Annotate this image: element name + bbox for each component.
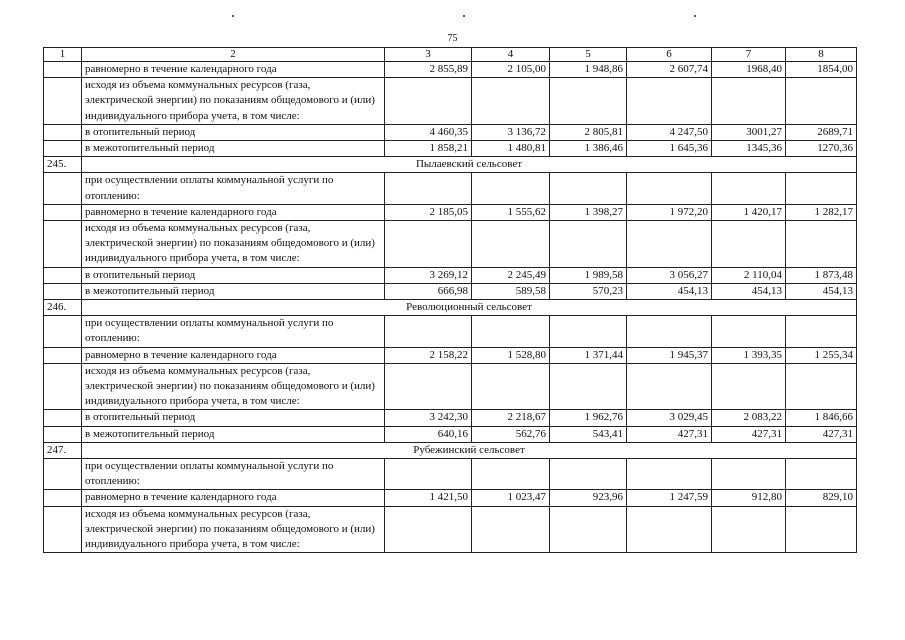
value-cell: 562,76 <box>472 426 550 442</box>
value-cell: 4 460,35 <box>385 124 472 140</box>
value-cell: 2 245,49 <box>472 267 550 283</box>
section-index: 246. <box>44 300 82 316</box>
value-cell: 1 371,44 <box>550 347 627 363</box>
index-cell <box>44 459 82 490</box>
value-cell <box>627 316 712 347</box>
note-row <box>44 221 857 268</box>
value-cell: 1854,00 <box>786 62 857 78</box>
value-cell <box>712 316 786 347</box>
row-label: в межотопительный период <box>82 426 385 442</box>
data-row <box>44 283 857 299</box>
value-cell <box>786 221 857 268</box>
row-label: в отопительный период <box>82 267 385 283</box>
row-label: равномерно в течение календарного года <box>82 347 385 363</box>
value-cell: 2 607,74 <box>627 62 712 78</box>
row-label: при осуществлении оплаты коммунальной услуги по отоплению: <box>82 173 385 204</box>
index-cell <box>44 426 82 442</box>
row-label: равномерно в течение календарного года <box>82 62 385 78</box>
value-cell: 1968,40 <box>712 62 786 78</box>
value-cell: 3 269,12 <box>385 267 472 283</box>
data-row <box>44 267 857 283</box>
data-row <box>44 410 857 426</box>
value-cell: 2 110,04 <box>712 267 786 283</box>
value-cell: 4 247,50 <box>627 124 712 140</box>
row-label: в отопительный период <box>82 124 385 140</box>
scan-dot <box>694 15 696 17</box>
value-cell: 640,16 <box>385 426 472 442</box>
header-cell: 6 <box>627 48 712 62</box>
note-row <box>44 316 857 347</box>
header-cell: 2 <box>82 48 385 62</box>
value-cell: 427,31 <box>712 426 786 442</box>
value-cell: 666,98 <box>385 283 472 299</box>
value-cell <box>712 221 786 268</box>
value-cell: 1 398,27 <box>550 204 627 220</box>
value-cell: 589,58 <box>472 283 550 299</box>
value-cell <box>627 506 712 553</box>
value-cell <box>550 78 627 125</box>
section-row <box>44 157 857 173</box>
value-cell <box>385 221 472 268</box>
value-cell <box>472 363 550 410</box>
value-cell <box>627 459 712 490</box>
index-cell <box>44 78 82 125</box>
index-cell <box>44 347 82 363</box>
value-cell: 3 136,72 <box>472 124 550 140</box>
table-body <box>44 48 857 553</box>
value-cell: 1 023,47 <box>472 490 550 506</box>
value-cell <box>472 173 550 204</box>
value-cell: 1 421,50 <box>385 490 472 506</box>
value-cell <box>550 221 627 268</box>
row-label: исходя из объема коммунальных ресурсов (газа, электрической энергии) по показаниям общедомового и (или) индивидуального прибора учета, в том числе: <box>82 506 385 553</box>
value-cell: 829,10 <box>786 490 857 506</box>
value-cell <box>550 506 627 553</box>
section-index: 247. <box>44 442 82 458</box>
value-cell <box>786 363 857 410</box>
scan-dot <box>463 15 465 17</box>
index-cell <box>44 62 82 78</box>
value-cell <box>550 459 627 490</box>
value-cell: 1 555,62 <box>472 204 550 220</box>
value-cell: 1 480,81 <box>472 141 550 157</box>
value-cell: 3 029,45 <box>627 410 712 426</box>
data-row <box>44 347 857 363</box>
value-cell: 923,96 <box>550 490 627 506</box>
value-cell: 3 056,27 <box>627 267 712 283</box>
value-cell: 3001,27 <box>712 124 786 140</box>
value-cell: 1 972,20 <box>627 204 712 220</box>
note-row <box>44 78 857 125</box>
row-label: равномерно в течение календарного года <box>82 204 385 220</box>
value-cell: 1 420,17 <box>712 204 786 220</box>
index-cell <box>44 506 82 553</box>
value-cell: 454,13 <box>627 283 712 299</box>
value-cell <box>472 316 550 347</box>
value-cell <box>472 506 550 553</box>
value-cell <box>712 173 786 204</box>
value-cell: 2 185,05 <box>385 204 472 220</box>
value-cell: 2 805,81 <box>550 124 627 140</box>
value-cell: 1 386,46 <box>550 141 627 157</box>
index-cell <box>44 204 82 220</box>
header-cell: 8 <box>786 48 857 62</box>
value-cell: 1 255,34 <box>786 347 857 363</box>
row-label: равномерно в течение календарного года <box>82 490 385 506</box>
value-cell: 2 158,22 <box>385 347 472 363</box>
value-cell: 1 873,48 <box>786 267 857 283</box>
value-cell <box>385 363 472 410</box>
data-row <box>44 141 857 157</box>
note-row <box>44 363 857 410</box>
value-cell: 2 105,00 <box>472 62 550 78</box>
value-cell <box>385 506 472 553</box>
header-cell: 7 <box>712 48 786 62</box>
value-cell: 2689,71 <box>786 124 857 140</box>
value-cell: 1 945,37 <box>627 347 712 363</box>
value-cell: 1 858,21 <box>385 141 472 157</box>
value-cell: 1 948,86 <box>550 62 627 78</box>
value-cell <box>550 173 627 204</box>
value-cell: 1 645,36 <box>627 141 712 157</box>
row-label: исходя из объема коммунальных ресурсов (газа, электрической энергии) по показаниям общедомового и (или) индивидуального прибора учета, в том числе: <box>82 363 385 410</box>
row-label: при осуществлении оплаты коммунальной услуги по отоплению: <box>82 459 385 490</box>
index-cell <box>44 267 82 283</box>
value-cell: 1270,36 <box>786 141 857 157</box>
header-cell: 4 <box>472 48 550 62</box>
row-label: в отопительный период <box>82 410 385 426</box>
data-row <box>44 124 857 140</box>
index-cell <box>44 124 82 140</box>
value-cell: 570,23 <box>550 283 627 299</box>
value-cell: 427,31 <box>627 426 712 442</box>
value-cell <box>786 316 857 347</box>
index-cell <box>44 490 82 506</box>
row-label: при осуществлении оплаты коммунальной услуги по отоплению: <box>82 316 385 347</box>
index-cell <box>44 283 82 299</box>
data-row <box>44 426 857 442</box>
tariff-table <box>43 47 857 553</box>
value-cell: 1 247,59 <box>627 490 712 506</box>
value-cell: 454,13 <box>712 283 786 299</box>
section-title: Пылаевский сельсовет <box>82 157 857 173</box>
value-cell: 427,31 <box>786 426 857 442</box>
value-cell <box>627 173 712 204</box>
value-cell <box>712 459 786 490</box>
value-cell <box>550 363 627 410</box>
note-row <box>44 459 857 490</box>
data-row <box>44 490 857 506</box>
value-cell: 1 528,80 <box>472 347 550 363</box>
value-cell <box>627 221 712 268</box>
scan-dot <box>232 15 234 17</box>
value-cell: 1 989,58 <box>550 267 627 283</box>
value-cell <box>712 363 786 410</box>
value-cell <box>385 459 472 490</box>
value-cell <box>627 363 712 410</box>
value-cell <box>472 221 550 268</box>
value-cell: 2 855,89 <box>385 62 472 78</box>
value-cell: 1 282,17 <box>786 204 857 220</box>
value-cell: 1 846,66 <box>786 410 857 426</box>
section-title: Революционный сельсовет <box>82 300 857 316</box>
value-cell: 1 962,76 <box>550 410 627 426</box>
header-cell: 1 <box>44 48 82 62</box>
header-row <box>44 48 857 62</box>
value-cell: 2 083,22 <box>712 410 786 426</box>
section-index: 245. <box>44 157 82 173</box>
header-cell: 5 <box>550 48 627 62</box>
value-cell: 3 242,30 <box>385 410 472 426</box>
value-cell: 543,41 <box>550 426 627 442</box>
value-cell: 2 218,67 <box>472 410 550 426</box>
value-cell <box>712 506 786 553</box>
section-title: Рубежинский сельсовет <box>82 442 857 458</box>
index-cell <box>44 410 82 426</box>
data-row <box>44 62 857 78</box>
value-cell <box>385 78 472 125</box>
row-label: в межотопительный период <box>82 141 385 157</box>
index-cell <box>44 173 82 204</box>
row-label: исходя из объема коммунальных ресурсов (газа, электрической энергии) по показаниям общедомового и (или) индивидуального прибора учета, в том числе: <box>82 78 385 125</box>
value-cell <box>385 173 472 204</box>
data-row <box>44 204 857 220</box>
header-cell: 3 <box>385 48 472 62</box>
value-cell <box>786 506 857 553</box>
index-cell <box>44 221 82 268</box>
value-cell: 912,80 <box>712 490 786 506</box>
page-number: 75 <box>447 33 458 44</box>
value-cell <box>550 316 627 347</box>
value-cell <box>786 459 857 490</box>
value-cell <box>786 173 857 204</box>
section-row <box>44 442 857 458</box>
value-cell: 1345,36 <box>712 141 786 157</box>
value-cell <box>786 78 857 125</box>
row-label: исходя из объема коммунальных ресурсов (газа, электрической энергии) по показаниям общедомового и (или) индивидуального прибора учета, в том числе: <box>82 221 385 268</box>
value-cell: 1 393,35 <box>712 347 786 363</box>
value-cell <box>472 459 550 490</box>
value-cell: 454,13 <box>786 283 857 299</box>
index-cell <box>44 363 82 410</box>
row-label: в межотопительный период <box>82 283 385 299</box>
note-row <box>44 173 857 204</box>
section-row <box>44 300 857 316</box>
value-cell <box>627 78 712 125</box>
value-cell <box>385 316 472 347</box>
note-row <box>44 506 857 553</box>
value-cell <box>472 78 550 125</box>
index-cell <box>44 316 82 347</box>
value-cell <box>712 78 786 125</box>
index-cell <box>44 141 82 157</box>
